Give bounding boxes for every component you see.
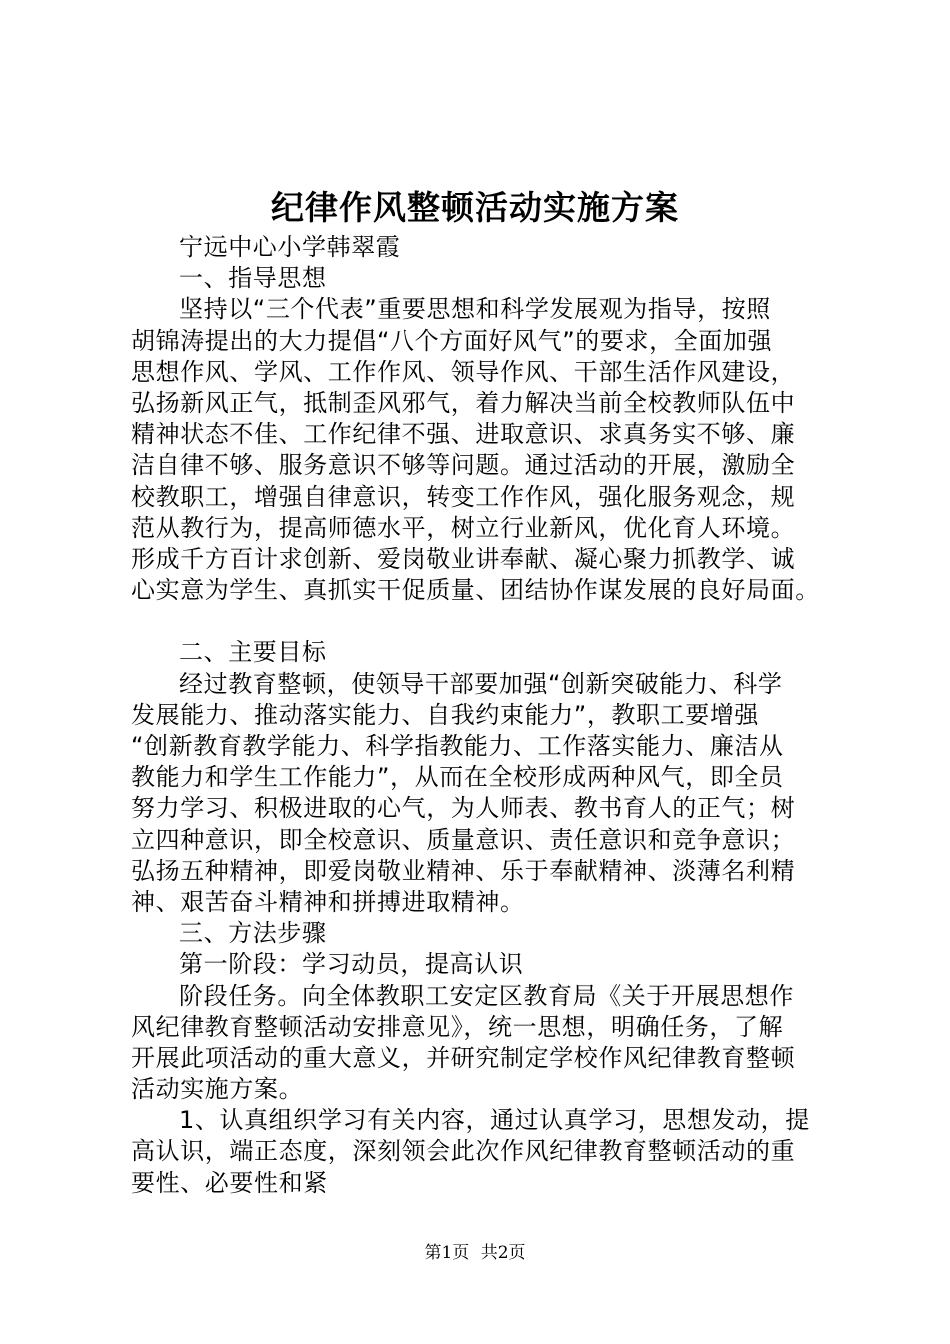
paragraph-line: 立四种意识，即全校意识、质量意识、责任意识和竞争意识； [131, 825, 796, 854]
paragraph-line: 高认识，端正态度，深刻领会此次作风纪律教育整顿活动的重 [131, 1137, 796, 1166]
paragraph-line: 范从教行为，提高师德水平，树立行业新风，优化育人环境。 [131, 513, 796, 542]
paragraph-line: 1、认真组织学习有关内容，通过认真学习，思想发动，提 [179, 1106, 810, 1135]
paragraph-line: 胡锦涛提出的大力提倡“八个方面好风气”的要求，全面加强 [131, 326, 773, 355]
paragraph-line: 精神状态不佳、工作纪律不强、进取意识、求真务实不够、廉 [131, 420, 796, 449]
document-body [131, 232, 831, 1199]
paragraph-line: 弘扬五种精神，即爱岗敬业精神、乐于奉献精神、淡薄名利精 [131, 856, 796, 885]
paragraph-line: 心实意为学生、真抓实干促质量、团结协作谋发展的良好局面。 [131, 576, 820, 605]
paragraph-line: 教能力和学生工作能力”，从而在全校形成两种风气，即全员 [131, 763, 784, 792]
section-heading: 三、方法步骤 [179, 919, 327, 948]
paragraph-line: 发展能力、推动落实能力、自我约束能力”，教职工要增强 [131, 700, 760, 729]
paragraph-line: 活动实施方案。 [131, 1075, 304, 1104]
paragraph-line: 弘扬新风正气，抵制歪风邪气，着力解决当前全校教师队伍中 [131, 388, 796, 417]
page-footer [0, 1241, 950, 1265]
section-heading: 一、指导思想 [179, 264, 327, 293]
paragraph-line: 思想作风、学风、工作作风、领导作风、干部生活作风建设， [131, 357, 796, 386]
paragraph-line: 努力学习、积极进取的心气，为人师表、教书育人的正气；树 [131, 794, 796, 823]
paragraph-line: 开展此项活动的重大意义，并研究制定学校作风纪律教育整顿 [131, 1043, 796, 1072]
paragraph-line: 阶段任务。向全体教职工安定区教育局《关于开展思想作 [179, 981, 794, 1010]
paragraph-line: 洁自律不够、服务意识不够等问题。通过活动的开展，激励全 [131, 451, 796, 480]
section-heading: 二、主要目标 [179, 638, 327, 667]
author-line: 宁远中心小学韩翠霞 [179, 233, 401, 261]
page-total: 共2页 [480, 1243, 526, 1263]
paragraph-line: 坚持以“三个代表”重要思想和科学发展观为指导，按照 [179, 295, 771, 324]
paragraph-line: 形成千方百计求创新、爱岗敬业讲奉献、凝心聚力抓教学、诚 [131, 544, 796, 573]
paragraph-line: 神、艰苦奋斗精神和拼搏进取精神。 [131, 887, 525, 916]
paragraph-line: 校教职工，增强自律意识，转变工作作风，强化服务观念，规 [131, 482, 796, 511]
paragraph-line: 风纪律教育整顿活动安排意见》，统一思想，明确任务，了解 [131, 1012, 784, 1041]
paragraph-gap [131, 606, 831, 637]
page-number: 第1页 [424, 1243, 470, 1263]
paragraph-line: 经过教育整顿，使领导干部要加强“创新突破能力、科学 [179, 669, 783, 698]
paragraph-line: 要性、必要性和紧 [131, 1168, 328, 1197]
subsection-heading: 第一阶段：学习动员，提高认识 [179, 950, 524, 979]
paragraph-line: “创新教育教学能力、科学指教能力、工作落实能力、廉洁从 [131, 732, 784, 760]
document-title: 纪律作风整顿活动实施方案 [271, 188, 679, 227]
